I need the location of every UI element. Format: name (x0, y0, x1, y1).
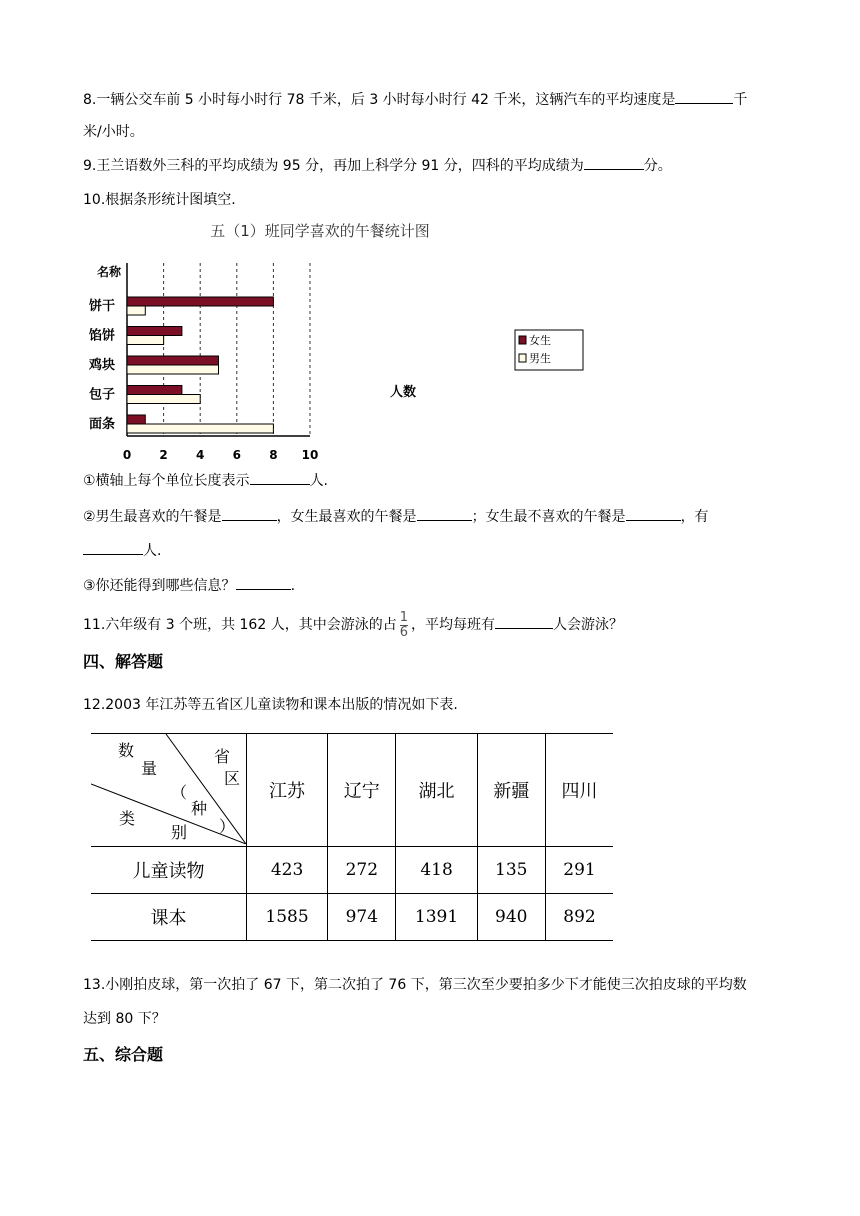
table-cell: 1391 (396, 894, 477, 941)
legend-swatch (519, 354, 526, 362)
table-cell: 291 (545, 847, 613, 894)
q10-sub2-blank4[interactable] (83, 554, 143, 555)
province-xinjiang: 新疆 (477, 734, 545, 847)
chart-x-tick-label: 0 (122, 448, 132, 462)
q13-line2: 达到 80 下？ (83, 1011, 166, 1027)
q8-line1 (83, 90, 747, 110)
table-cell: 940 (477, 894, 545, 941)
table-cell: 974 (328, 894, 396, 941)
chart-x-tick-label: 2 (159, 448, 168, 462)
q11-blank[interactable] (495, 628, 553, 629)
q8-blank[interactable] (675, 103, 733, 104)
q10-sub3-end: . (290, 578, 296, 594)
table-cell: 135 (477, 847, 545, 894)
row-label-children-books: 儿童读物 (91, 847, 247, 894)
chart-x-tick-label: 6 (232, 448, 241, 462)
province-hubei: 湖北 (396, 734, 477, 847)
chart-bar (127, 365, 219, 374)
table-header-row (91, 734, 613, 847)
q10-sub3 (83, 576, 295, 596)
q9-unit: 分。 (643, 158, 672, 174)
table-cell: 423 (247, 847, 328, 894)
q10-sub1 (83, 471, 328, 491)
table-row (91, 894, 613, 941)
chart-x-tick-label: 10 (301, 448, 319, 462)
corner-label-3: （ (171, 783, 188, 802)
chart-bar (127, 327, 182, 336)
corner-label-4: 种 (191, 799, 208, 818)
chart-x-ticks (123, 448, 319, 462)
q10-sub2-text-c: ；女生最不喜欢的午餐是 (471, 509, 626, 525)
lunch-bar-chart (85, 218, 585, 468)
chart-category-label: 鸡块 (88, 358, 115, 373)
province-liaoning: 辽宁 (328, 734, 396, 847)
q10-sub2-text-d: ，有 (680, 509, 709, 525)
q9-blank[interactable] (584, 169, 644, 170)
corner-label-7: 区 (224, 769, 241, 788)
section5-title: 五、综合题 (83, 1045, 164, 1064)
q11-text-a: 11.六年级有 3 个班，共 162 人，其中会游泳的占 (83, 617, 397, 633)
table-cell: 1585 (247, 894, 328, 941)
chart-xlabel: 人数 (390, 385, 417, 400)
q10-sub3-text: ③你还能得到哪些信息？ (83, 578, 236, 594)
table-corner-cell (91, 734, 247, 847)
chart-x-tick-label: 8 (269, 448, 278, 462)
table-row (91, 847, 613, 894)
table-cell: 418 (396, 847, 477, 894)
q10-sub2-line2 (83, 541, 161, 561)
chart-category-label: 包子 (88, 387, 115, 403)
corner-label-9: 别 (171, 823, 188, 842)
chart-grid (127, 263, 310, 436)
chart-bar (127, 356, 219, 365)
q8-text: 8.一辆公交车前 5 小时每小时行 78 千米，后 3 小时每小时行 42 千米，这辆汽车的平均速度是 (83, 92, 676, 108)
table-cell: 272 (328, 847, 396, 894)
corner-label-6: 省 (214, 747, 231, 766)
q11-text-b: ，平均每班有 (410, 617, 495, 633)
chart-title: 五（1）班同学喜欢的午餐统计图 (210, 222, 430, 240)
chart-ylabel: 名称 (97, 265, 122, 279)
chart-bar (127, 424, 273, 433)
corner-label-8: 类 (119, 809, 136, 828)
q10-sub2-text-b: ，女生最喜欢的午餐是 (276, 509, 417, 525)
q10-sub1-blank[interactable] (250, 484, 310, 485)
q10-sub2-blank3[interactable] (626, 520, 681, 521)
q10-sub2-blank2[interactable] (417, 520, 472, 521)
legend-label: 女生 (529, 334, 551, 347)
chart-bar (127, 386, 182, 395)
q11-text-c: 人会游泳？ (552, 617, 623, 633)
chart-x-tick-label: 4 (196, 448, 205, 462)
chart-legend (515, 330, 583, 370)
q9-text: 9.王兰语数外三科的平均成绩为 95 分，再加上科学分 91 分，四科的平均成绩为 (83, 158, 584, 174)
q10-sub2-text-a: ②男生最喜欢的午餐是 (83, 509, 222, 525)
q10-sub1-text: ①横轴上每个单位长度表示 (83, 473, 250, 489)
q8-unit-a: 千 (733, 92, 748, 108)
q11-frac-num: 1 (399, 609, 408, 625)
q11-fraction (399, 609, 408, 640)
q10-sub2-text-e: 人. (143, 543, 162, 559)
corner-label-5: ） (219, 817, 236, 836)
chart-category-labels (88, 298, 115, 432)
chart-bar (127, 395, 200, 404)
chart-category-label: 面条 (88, 417, 115, 432)
chart-category-label: 饼干 (88, 299, 115, 314)
q12-text: 12.2003 年江苏等五省区儿童读物和课本出版的情况如下表. (83, 697, 458, 713)
section4-title: 四、解答题 (83, 652, 164, 671)
q10-text: 10.根据条形统计图填空. (83, 192, 236, 208)
chart-bar (127, 306, 145, 315)
q9-line (83, 156, 672, 176)
chart-bar (127, 297, 273, 306)
q10-sub3-blank[interactable] (236, 589, 291, 590)
chart-bar (127, 415, 145, 424)
corner-label-2: 量 (141, 759, 158, 778)
chart-bar (127, 336, 164, 345)
q8-line2: 米/小时。 (83, 124, 144, 140)
q10-sub2-line1 (83, 507, 709, 527)
q10-sub2-blank1[interactable] (222, 520, 277, 521)
legend-swatch (519, 336, 526, 344)
corner-label-1: 数 (118, 741, 135, 760)
q13-line1: 13.小刚拍皮球，第一次拍了 67 下，第二次拍了 76 下，第三次至少要拍多少下才能使三次拍皮球的平均数 (83, 977, 747, 993)
legend-label: 男生 (529, 352, 551, 365)
table-cell: 892 (545, 894, 613, 941)
q11-frac-den: 6 (399, 624, 408, 640)
chart-category-label: 馅饼 (88, 328, 115, 344)
q11-line (83, 610, 623, 640)
q10-sub1-unit: 人. (309, 473, 329, 489)
row-label-textbooks: 课本 (91, 894, 247, 941)
province-jiangsu: 江苏 (247, 734, 328, 847)
province-sichuan: 四川 (545, 734, 613, 847)
publication-table (91, 733, 613, 941)
